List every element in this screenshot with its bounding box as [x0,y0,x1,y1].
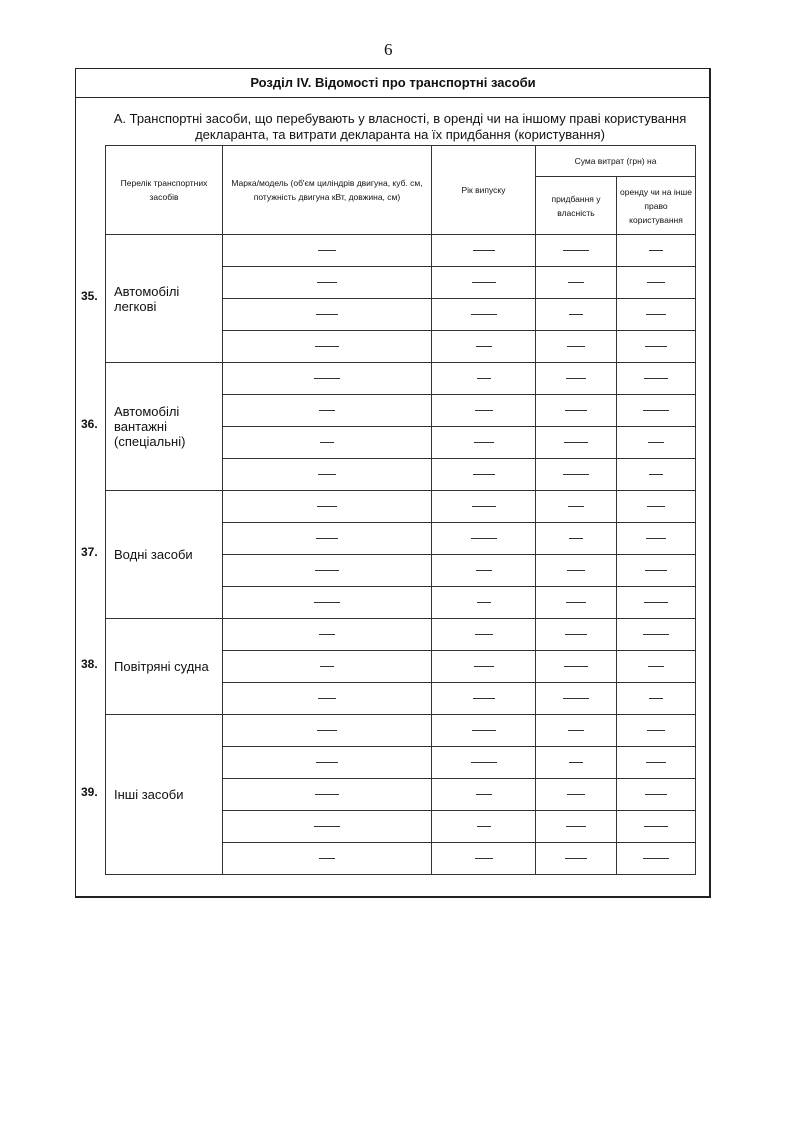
dash-mark [319,634,335,635]
empty-cell [223,619,432,651]
empty-cell [536,331,617,363]
dash-mark [649,474,663,475]
dash-mark [318,250,336,251]
dash-mark [643,858,669,859]
dash-mark [473,250,495,251]
empty-cell [536,587,617,619]
dash-mark [569,314,583,315]
dash-mark [645,570,667,571]
empty-cell [223,555,432,587]
dash-mark [565,634,587,635]
dash-mark [564,442,588,443]
empty-cell [617,587,696,619]
header-purchase: придбання у власність [536,177,617,235]
dash-mark [472,506,496,507]
dash-mark [471,314,497,315]
empty-cell [223,459,432,491]
empty-cell [617,235,696,267]
empty-cell [223,651,432,683]
dash-mark [645,346,667,347]
header-rent: оренду чи на інше право користування [617,177,696,235]
empty-cell [536,267,617,299]
empty-cell [617,523,696,555]
dash-mark [314,378,340,379]
empty-cell [432,843,536,875]
dash-mark [472,730,496,731]
empty-cell [617,619,696,651]
dash-mark [317,730,337,731]
empty-cell [536,459,617,491]
empty-cell [617,747,696,779]
table-row [106,363,696,395]
category-label: Автомобілі вантажні (спеціальні) [106,363,223,491]
dash-mark [645,794,667,795]
empty-cell [223,491,432,523]
dash-mark [319,858,335,859]
empty-cell [223,587,432,619]
dash-mark [644,602,668,603]
dash-mark [566,602,586,603]
empty-cell [536,427,617,459]
dash-mark [564,666,588,667]
empty-cell [223,363,432,395]
table-row [106,235,696,267]
dash-mark [316,538,338,539]
dash-mark [320,442,334,443]
empty-cell [223,683,432,715]
dash-mark [475,634,493,635]
dash-mark [568,730,584,731]
dash-mark [566,378,586,379]
dash-mark [567,794,585,795]
empty-cell [432,331,536,363]
empty-cell [536,747,617,779]
dash-mark [565,858,587,859]
dash-mark [315,794,339,795]
dash-mark [649,250,663,251]
empty-cell [617,811,696,843]
dash-mark [646,762,666,763]
empty-cell [617,651,696,683]
empty-cell [223,427,432,459]
empty-cell [223,395,432,427]
empty-cell [617,267,696,299]
dash-mark [477,602,491,603]
empty-cell [432,683,536,715]
dash-mark [566,826,586,827]
dash-mark [563,474,589,475]
empty-cell [617,715,696,747]
dash-mark [563,250,589,251]
empty-cell [432,395,536,427]
table-row [106,619,696,651]
header-model: Марка/модель (об'єм циліндрів двигуна, куб. см, потужність двигуна кВт, довжина, см) [223,146,432,235]
dash-mark [643,634,669,635]
empty-cell [536,651,617,683]
empty-cell [432,587,536,619]
dash-mark [315,570,339,571]
empty-cell [432,267,536,299]
empty-cell [536,619,617,651]
dash-mark [567,570,585,571]
dash-mark [316,762,338,763]
dash-mark [649,698,663,699]
empty-cell [223,523,432,555]
section-title: Розділ IV. Відомості про транспортні засоби [75,68,711,98]
dash-mark [476,570,492,571]
empty-cell [432,715,536,747]
dash-mark [318,698,336,699]
category-number: 39. [81,785,98,799]
empty-cell [617,395,696,427]
dash-mark [314,826,340,827]
empty-cell [223,811,432,843]
empty-cell [223,843,432,875]
category-label: Автомобілі легкові [106,235,223,363]
header-expenses: Сума витрат (грн) на [536,146,696,177]
empty-cell [432,779,536,811]
empty-cell [432,619,536,651]
dash-mark [476,794,492,795]
empty-cell [432,811,536,843]
empty-cell [617,491,696,523]
empty-cell [223,235,432,267]
dash-mark [473,698,495,699]
dash-mark [474,442,494,443]
dash-mark [647,506,665,507]
header-year: Рік випуску [432,146,536,235]
empty-cell [536,363,617,395]
dash-mark [648,666,664,667]
empty-cell [432,299,536,331]
empty-cell [536,523,617,555]
empty-cell [617,427,696,459]
dash-mark [477,378,491,379]
empty-cell [432,491,536,523]
dash-mark [475,858,493,859]
dash-mark [569,538,583,539]
empty-cell [223,331,432,363]
empty-cell [432,459,536,491]
dash-mark [319,410,335,411]
dash-mark [320,666,334,667]
empty-cell [617,363,696,395]
empty-cell [617,299,696,331]
dash-mark [646,538,666,539]
empty-cell [617,331,696,363]
empty-cell [223,779,432,811]
category-number: 35. [81,289,98,303]
dash-mark [567,346,585,347]
empty-cell [617,779,696,811]
dash-mark [568,506,584,507]
vehicles-table [105,145,696,875]
empty-cell [432,363,536,395]
empty-cell [536,299,617,331]
empty-cell [536,491,617,523]
empty-cell [223,299,432,331]
page-number: 6 [384,40,393,59]
empty-cell [536,555,617,587]
dash-mark [477,826,491,827]
header-list: Перелік транспортних засобів [106,146,223,235]
dash-mark [314,602,340,603]
empty-cell [617,459,696,491]
dash-mark [644,378,668,379]
category-label: Інші засоби [106,715,223,875]
dash-mark [473,474,495,475]
dash-mark [475,410,493,411]
dash-mark [568,282,584,283]
category-number: 38. [81,657,98,671]
empty-cell [536,235,617,267]
dash-mark [317,282,337,283]
empty-cell [432,651,536,683]
category-number: 36. [81,417,98,431]
dash-mark [643,410,669,411]
dash-mark [476,346,492,347]
dash-mark [565,410,587,411]
empty-cell [432,235,536,267]
subsection-title: А. Транспортні засоби, що перебувають у власності, в оренді чи на іншому праві користування декларанта, та витрати декларанта на їх придбання (користування) [113,111,687,142]
dash-mark [646,314,666,315]
empty-cell [617,555,696,587]
dash-mark [471,538,497,539]
empty-cell [536,683,617,715]
dash-mark [318,474,336,475]
dash-mark [474,666,494,667]
dash-mark [647,282,665,283]
empty-cell [223,715,432,747]
table-row [106,715,696,747]
dash-mark [563,698,589,699]
empty-cell [536,843,617,875]
empty-cell [432,747,536,779]
dash-mark [648,442,664,443]
empty-cell [536,715,617,747]
dash-mark [472,282,496,283]
empty-cell [432,555,536,587]
dash-mark [471,762,497,763]
empty-cell [223,267,432,299]
empty-cell [536,779,617,811]
empty-cell [617,843,696,875]
empty-cell [432,427,536,459]
dash-mark [647,730,665,731]
category-label: Повітряні судна [106,619,223,715]
table-row [106,491,696,523]
empty-cell [223,747,432,779]
empty-cell [536,395,617,427]
dash-mark [569,762,583,763]
dash-mark [317,506,337,507]
empty-cell [536,811,617,843]
empty-cell [617,683,696,715]
dash-mark [315,346,339,347]
category-label: Водні засоби [106,491,223,619]
dash-mark [644,826,668,827]
dash-mark [316,314,338,315]
empty-cell [432,523,536,555]
category-number: 37. [81,545,98,559]
